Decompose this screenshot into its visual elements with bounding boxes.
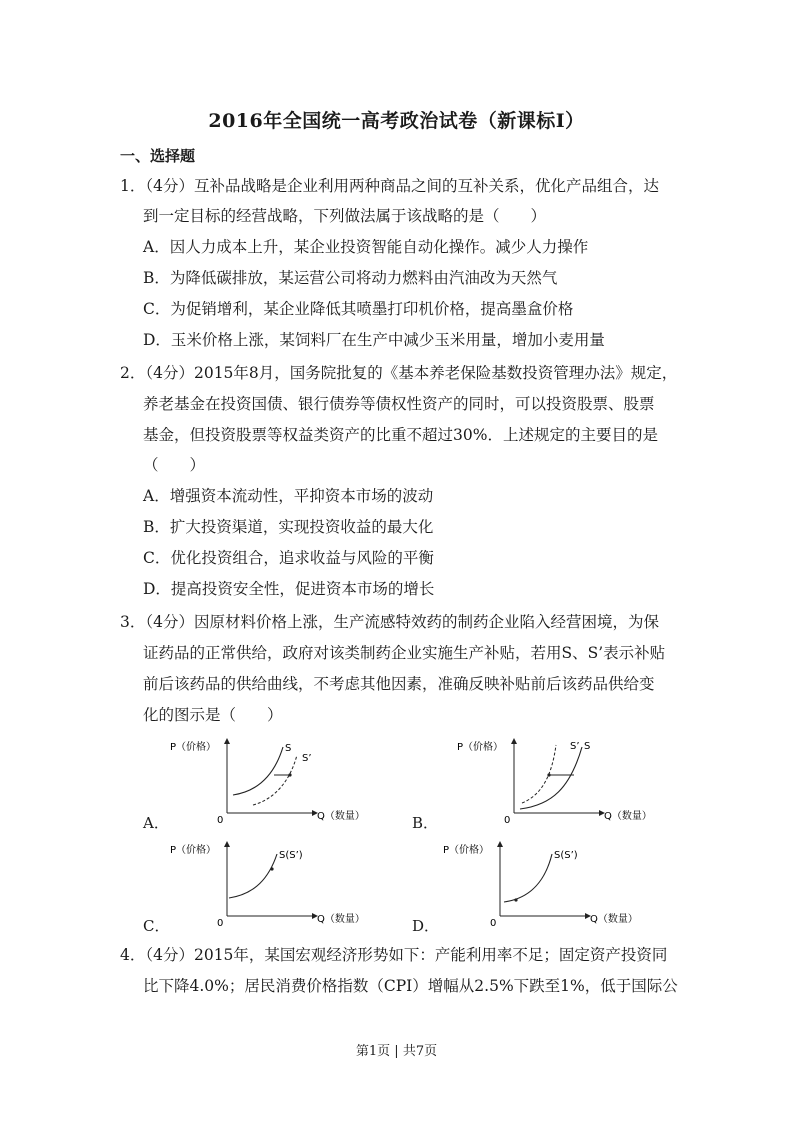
page-title: 2016年全国统一高考政治试卷（新课标I）: [208, 110, 585, 132]
graph-c-curve: [229, 854, 277, 898]
question-2-option-b: B．扩大投资渠道，实现投资收益的最大化: [143, 518, 434, 536]
question-1-text: 1．（4分）互补品战略是企业利用两种商品之间的互补关系，优化产品组合，达: [120, 177, 659, 195]
graph-b-origin: 0: [504, 815, 511, 826]
graph-c-origin: 0: [217, 918, 224, 929]
question-1-option-a: A．因人力成本上升，某企业投资智能自动化操作。减少人力操作: [143, 238, 589, 256]
graph-d-curve-label: S(S’): [554, 850, 578, 861]
graph-a-s2-label: S’: [302, 753, 312, 764]
graph-b-curve-s-prime: [522, 745, 556, 803]
section-heading: 一、选择题: [120, 147, 196, 165]
question-2-text-cont: 基金，但投资股票等权益类资产的比重不超过30%．上述规定的主要目的是: [143, 426, 658, 444]
question-3-text-cont: 前后该药品的供给曲线，不考虑其他因素，准确反映补贴前后该药品供给变: [143, 675, 655, 693]
graph-c-curve-label: S(S’): [279, 850, 303, 861]
graph-d-origin: 0: [490, 918, 497, 929]
question-2-text-cont: （ ）: [143, 456, 206, 474]
graph-a-curve-s: [233, 747, 283, 795]
graph-a-ylabel: P（价格）: [170, 742, 217, 753]
graph-a: [165, 733, 365, 832]
question-3-text-cont: 化的图示是（ ）: [143, 706, 283, 724]
graph-a-origin: 0: [217, 815, 224, 826]
graph-b-label: B．: [412, 814, 439, 832]
graph-b-s-label: S: [584, 741, 591, 752]
graph-b-xlabel: Q（数量）: [604, 811, 652, 822]
graph-d-label: D．: [412, 917, 440, 935]
graph-b-s2-label: S’: [570, 741, 580, 752]
question-2-option-c: C．优化投资组合，追求收益与风险的平衡: [143, 549, 434, 567]
question-1-option-c: C．为促销增利，某企业降低其喷墨打印机价格，提高墨盒价格: [143, 300, 574, 318]
question-2-option-a: A．增强资本流动性，平抑资本市场的波动: [143, 487, 434, 505]
graph-b-ylabel: P（价格）: [457, 742, 504, 753]
graph-a-curve-s-prime: [253, 755, 297, 805]
graph-d: [438, 836, 638, 935]
graph-a-xlabel: Q（数量）: [317, 811, 365, 822]
question-3-text-cont: 证药品的正常供给，政府对该类制药企业实施生产补贴，若用S、S’表示补贴: [143, 644, 666, 662]
question-1-option-b: B．为降低碳排放，某运营公司将动力燃料由汽油改为天然气: [143, 269, 558, 287]
graph-a-s-label: S: [285, 743, 292, 754]
question-1-text-cont: 到一定目标的经营战略，下列做法属于该战略的是（ ）: [143, 207, 547, 225]
question-4-text-cont: 比下降4.0%；居民消费价格指数（CPI）增幅从2.5%下跌至1%，低于国际公: [143, 977, 678, 995]
graph-a-label: A．: [143, 814, 169, 832]
graph-c: [165, 836, 365, 935]
page-footer: 第1页 | 共7页: [355, 1044, 438, 1059]
question-3-text: 3．（4分）因原材料价格上涨，生产流感特效药的制药企业陷入经营困境，为保: [120, 613, 659, 631]
graph-d-xlabel: Q（数量）: [590, 914, 638, 925]
question-2-text: 2．（4分）2015年8月，国务院批复的《基本养老保险基数投资管理办法》规定，: [120, 364, 678, 382]
graph-c-ylabel: P（价格）: [170, 845, 217, 856]
question-2-text-cont: 养老基金在投资国债、银行债券等债权性资产的同时，可以投资股票、股票: [143, 395, 655, 413]
graph-d-curve: [504, 854, 552, 902]
question-1-option-d: D．玉米价格上涨，某饲料厂在生产中减少玉米用量，增加小麦用量: [143, 331, 605, 349]
graph-c-xlabel: Q（数量）: [317, 914, 365, 925]
question-2-option-d: D．提高投资安全性，促进资本市场的增长: [143, 580, 435, 598]
graph-b: [452, 733, 652, 832]
question-4-text: 4．（4分）2015年，某国宏观经济形势如下：产能利用率不足；固定资产投资同: [120, 946, 668, 964]
graph-c-label: C．: [143, 917, 170, 935]
graph-d-ylabel: P（价格）: [443, 845, 490, 856]
